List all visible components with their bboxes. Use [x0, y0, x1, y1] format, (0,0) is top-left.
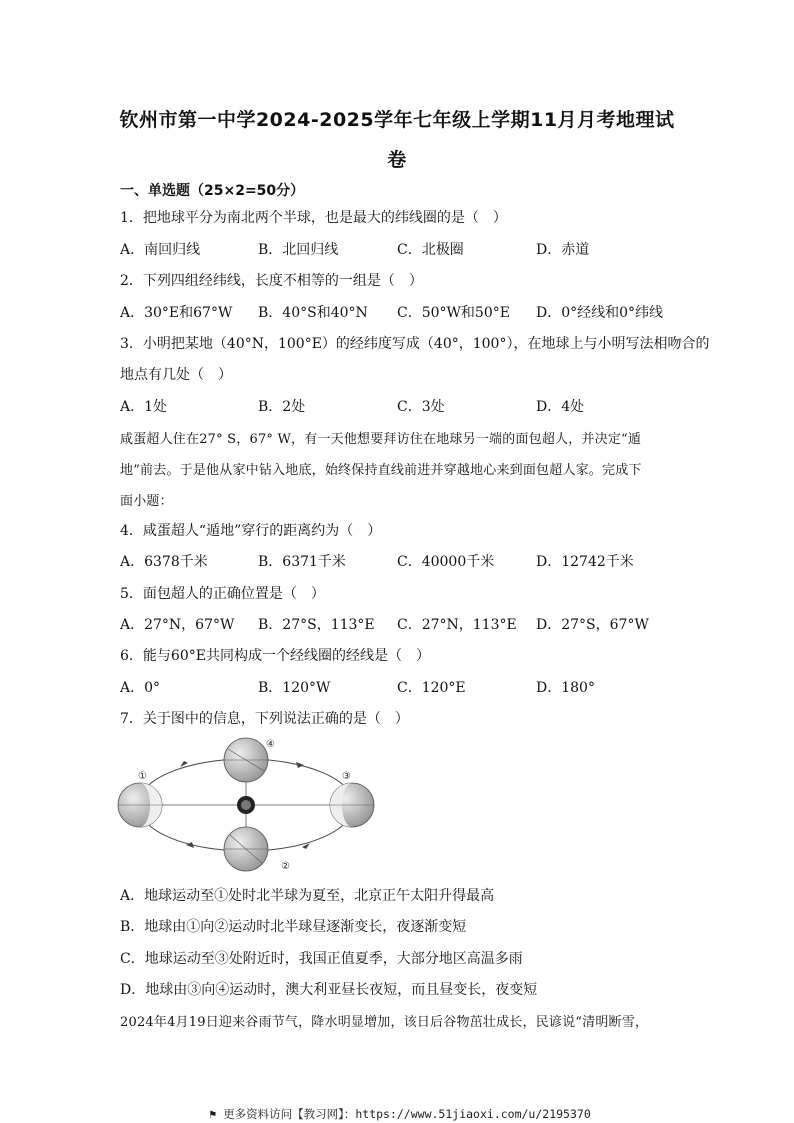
passage-2-line-1: 2024年4月19日迎来谷雨节气，降水明显增加，该日后谷物茁壮成长，民谚说“清明断雪，	[120, 1015, 649, 1030]
question-2-stem: 2．下列四组经纬线，长度不相等的一组是（ ）	[120, 273, 423, 289]
question-2-option-c: C．50°W和50°E	[397, 305, 510, 321]
question-5-option-a: A．27°N，67°W	[120, 617, 235, 633]
question-1-option-c: C．北极圈	[397, 242, 464, 258]
exam-title	[100, 100, 694, 180]
question-3-stem-cont: 地点有几处（ ）	[120, 367, 232, 383]
question-5-option-d: D．27°S，67°W	[536, 617, 649, 633]
position-label-1: ①	[138, 771, 147, 782]
section-heading: 一、单选题（25×2=50分）	[120, 183, 305, 199]
question-6-option-d: D．180°	[536, 680, 595, 696]
question-7-stem: 7．关于图中的信息，下列说法正确的是（ ）	[120, 711, 409, 727]
question-2-option-a: A．30°E和67°W	[120, 305, 233, 321]
question-3-option-b: B．2处	[258, 399, 306, 415]
question-5-option-c: C．27°N，113°E	[397, 617, 517, 633]
orbit-arrow	[186, 842, 194, 848]
orbit-arrow	[296, 762, 304, 768]
passage-1-line-1: 咸蛋超人住在27° S，67° W，有一天他想要拜访住在地球另一端的面包超人，并决定“遁	[120, 432, 642, 447]
question-3-option-c: C．3处	[397, 399, 445, 415]
question-3-option-a: A．1处	[120, 399, 168, 415]
question-4-option-b: B．6371千米	[258, 554, 346, 570]
question-1-option-b: B．北回归线	[258, 242, 339, 258]
question-1-option-d: D．赤道	[536, 242, 590, 258]
question-6-option-b: B．120°W	[258, 680, 331, 696]
question-2-option-d: D．0°经线和0°纬线	[536, 305, 664, 321]
title-line-1: 钦州市第一中学2024-2025学年七年级上学期11月月考地理试	[119, 109, 675, 131]
position-label-4: ④	[266, 739, 275, 750]
question-4-option-c: C．40000千米	[397, 554, 495, 570]
question-7-option-a: A．地球运动至①处时北半球为夏至，北京正午太阳升得最高	[120, 888, 495, 904]
passage-1-line-3: 面小题：	[120, 494, 173, 509]
footer-link[interactable]: ⚑ 更多资料访问【教习网】：https://www.51jiaoxi.com/u/2195370	[209, 1107, 591, 1121]
question-3-stem: 3．小明把某地（40°N，100°E）的经纬度写成（40°，100°），在地球上与小明写法相吻合的	[120, 336, 710, 352]
question-6-option-a: A．0°	[120, 680, 161, 696]
question-1-stem: 1．把地球平分为南北两个半球，也是最大的纬线圈的是（ ）	[120, 210, 507, 226]
position-label-3: ③	[342, 771, 351, 782]
earth-orbit-figure	[116, 735, 378, 875]
passage-1-line-2: 地”前去。于是他从家中钻入地底，始终保持直线前进并穿越地心来到面包超人家。完成下	[120, 463, 642, 478]
question-1-option-a: A．南回归线	[120, 242, 201, 258]
question-7-option-c: C．地球运动至③处附近时，我国正值夏季，大部分地区高温多雨	[120, 951, 523, 967]
question-5-option-b: B．27°S，113°E	[258, 617, 375, 633]
question-3-option-d: D．4处	[536, 399, 585, 415]
sun-core	[241, 800, 251, 810]
question-7-option-b: B．地球由①向②运动时北半球昼逐渐变长，夜逐渐变短	[120, 919, 467, 935]
title-line-2: 卷	[387, 149, 407, 171]
question-5-stem: 5．面包超人的正确位置是（ ）	[120, 586, 325, 602]
question-4-option-a: A．6378千米	[120, 554, 208, 570]
question-4-stem: 4．咸蛋超人“遁地”穿行的距离约为（ ）	[120, 523, 382, 539]
question-2-option-b: B．40°S和40°N	[258, 305, 368, 321]
question-7-option-d: D．地球由③向④运动时，澳大利亚昼长夜短，而且昼变长，夜变短	[120, 982, 538, 998]
question-6-stem: 6．能与60°E共同构成一个经线圈的经线是（ ）	[120, 648, 430, 664]
position-label-2: ②	[281, 861, 290, 872]
question-4-option-d: D．12742千米	[536, 554, 634, 570]
question-6-option-c: C．120°E	[397, 680, 466, 696]
